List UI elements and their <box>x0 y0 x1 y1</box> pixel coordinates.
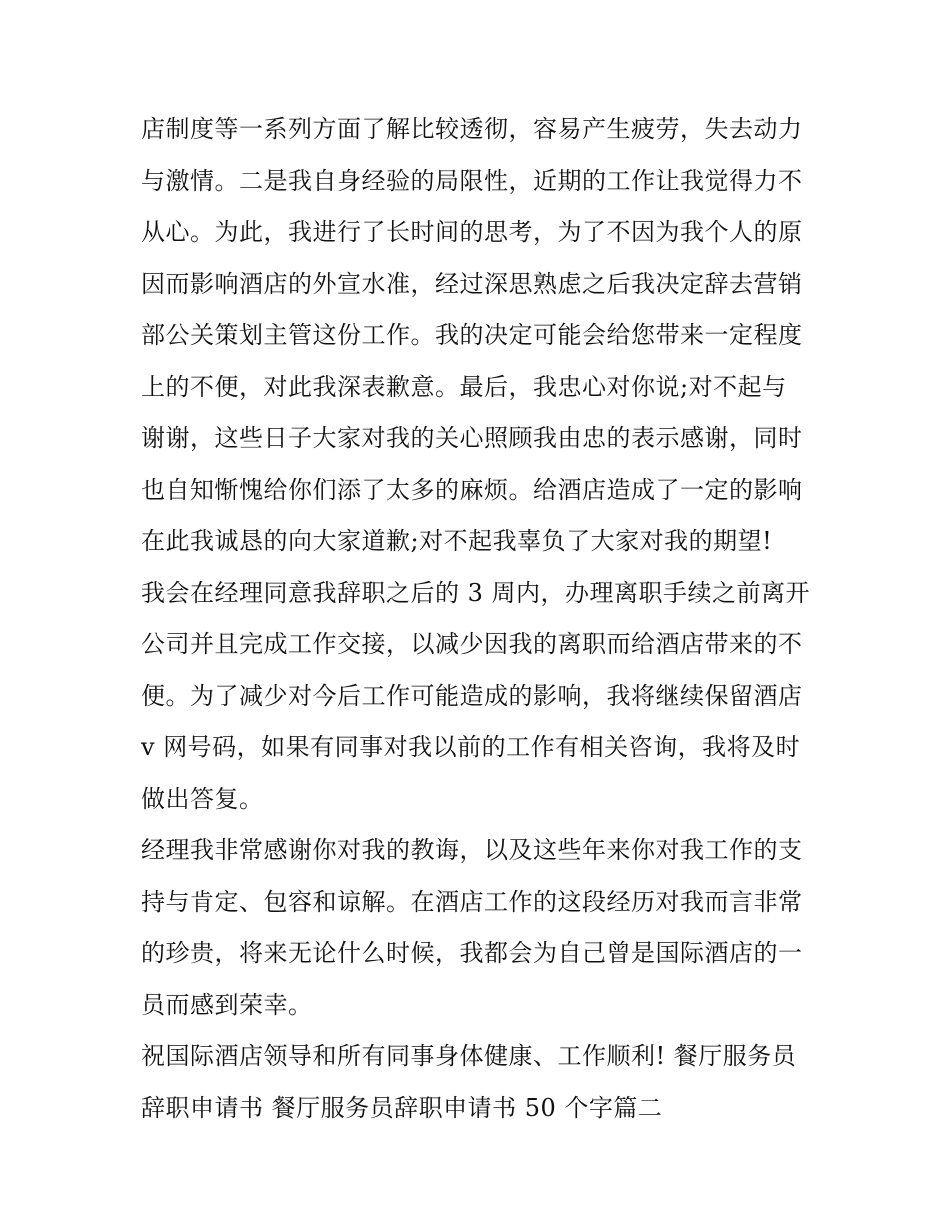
text-line: 辞职申请书 餐厅服务员辞职申请书 50 个字篇二 <box>141 1093 663 1122</box>
text-line: 上的不便，对此我深表歉意。最后，我忠心对你说;对不起与 <box>141 372 787 401</box>
text-line: 谢谢，这些日子大家对我的关心照顾我由忠的表示感谢，同时 <box>141 424 803 452</box>
text-line: 与激情。二是我自身经验的局限性，近期的工作让我觉得力不 <box>141 166 803 195</box>
text-line: 祝国际酒店领导和所有同事身体健康、工作顺利! 餐厅服务员 <box>141 1042 797 1070</box>
text-line: 店制度等一系列方面了解比较透彻，容易产生疲劳，失去动力 <box>141 115 803 143</box>
text-line: 也自知惭愧给你们添了太多的麻烦。给酒店造成了一定的影响 <box>141 475 803 504</box>
text-line: 做出答复。 <box>141 784 264 813</box>
text-line: 员而感到荣幸。 <box>141 990 313 1019</box>
text-line: 公司并且完成工作交接，以减少因我的离职而给酒店带来的不 <box>141 630 803 658</box>
text-line: 的珍贵，将来无论什么时候，我都会为自己曾是国际酒店的一 <box>141 939 803 967</box>
text-line: 便。为了减少对今后工作可能造成的影响，我将继续保留酒店 <box>141 681 803 710</box>
text-line: 持与肯定、包容和谅解。在酒店工作的这段经历对我而言非常 <box>141 887 803 916</box>
text-line: v 网号码，如果有同事对我以前的工作有相关咨询，我将及时 <box>141 733 801 761</box>
text-line: 在此我诚恳的向大家道歉;对不起我辜负了大家对我的期望! <box>141 527 773 555</box>
text-line: 我会在经理同意我辞职之后的 3 周内，办理离职手续之前离开 <box>141 578 811 607</box>
text-line: 因而影响酒店的外宣水准，经过深思熟虑之后我决定辞去营销 <box>141 269 803 298</box>
text-line: 经理我非常感谢你对我的教诲，以及这些年来你对我工作的支 <box>141 836 803 864</box>
text-line: 部公关策划主管这份工作。我的决定可能会给您带来一定程度 <box>141 321 803 349</box>
document-body <box>141 104 821 1134</box>
text-line: 从心。为此，我进行了长时间的思考，为了不因为我个人的原 <box>141 218 803 246</box>
